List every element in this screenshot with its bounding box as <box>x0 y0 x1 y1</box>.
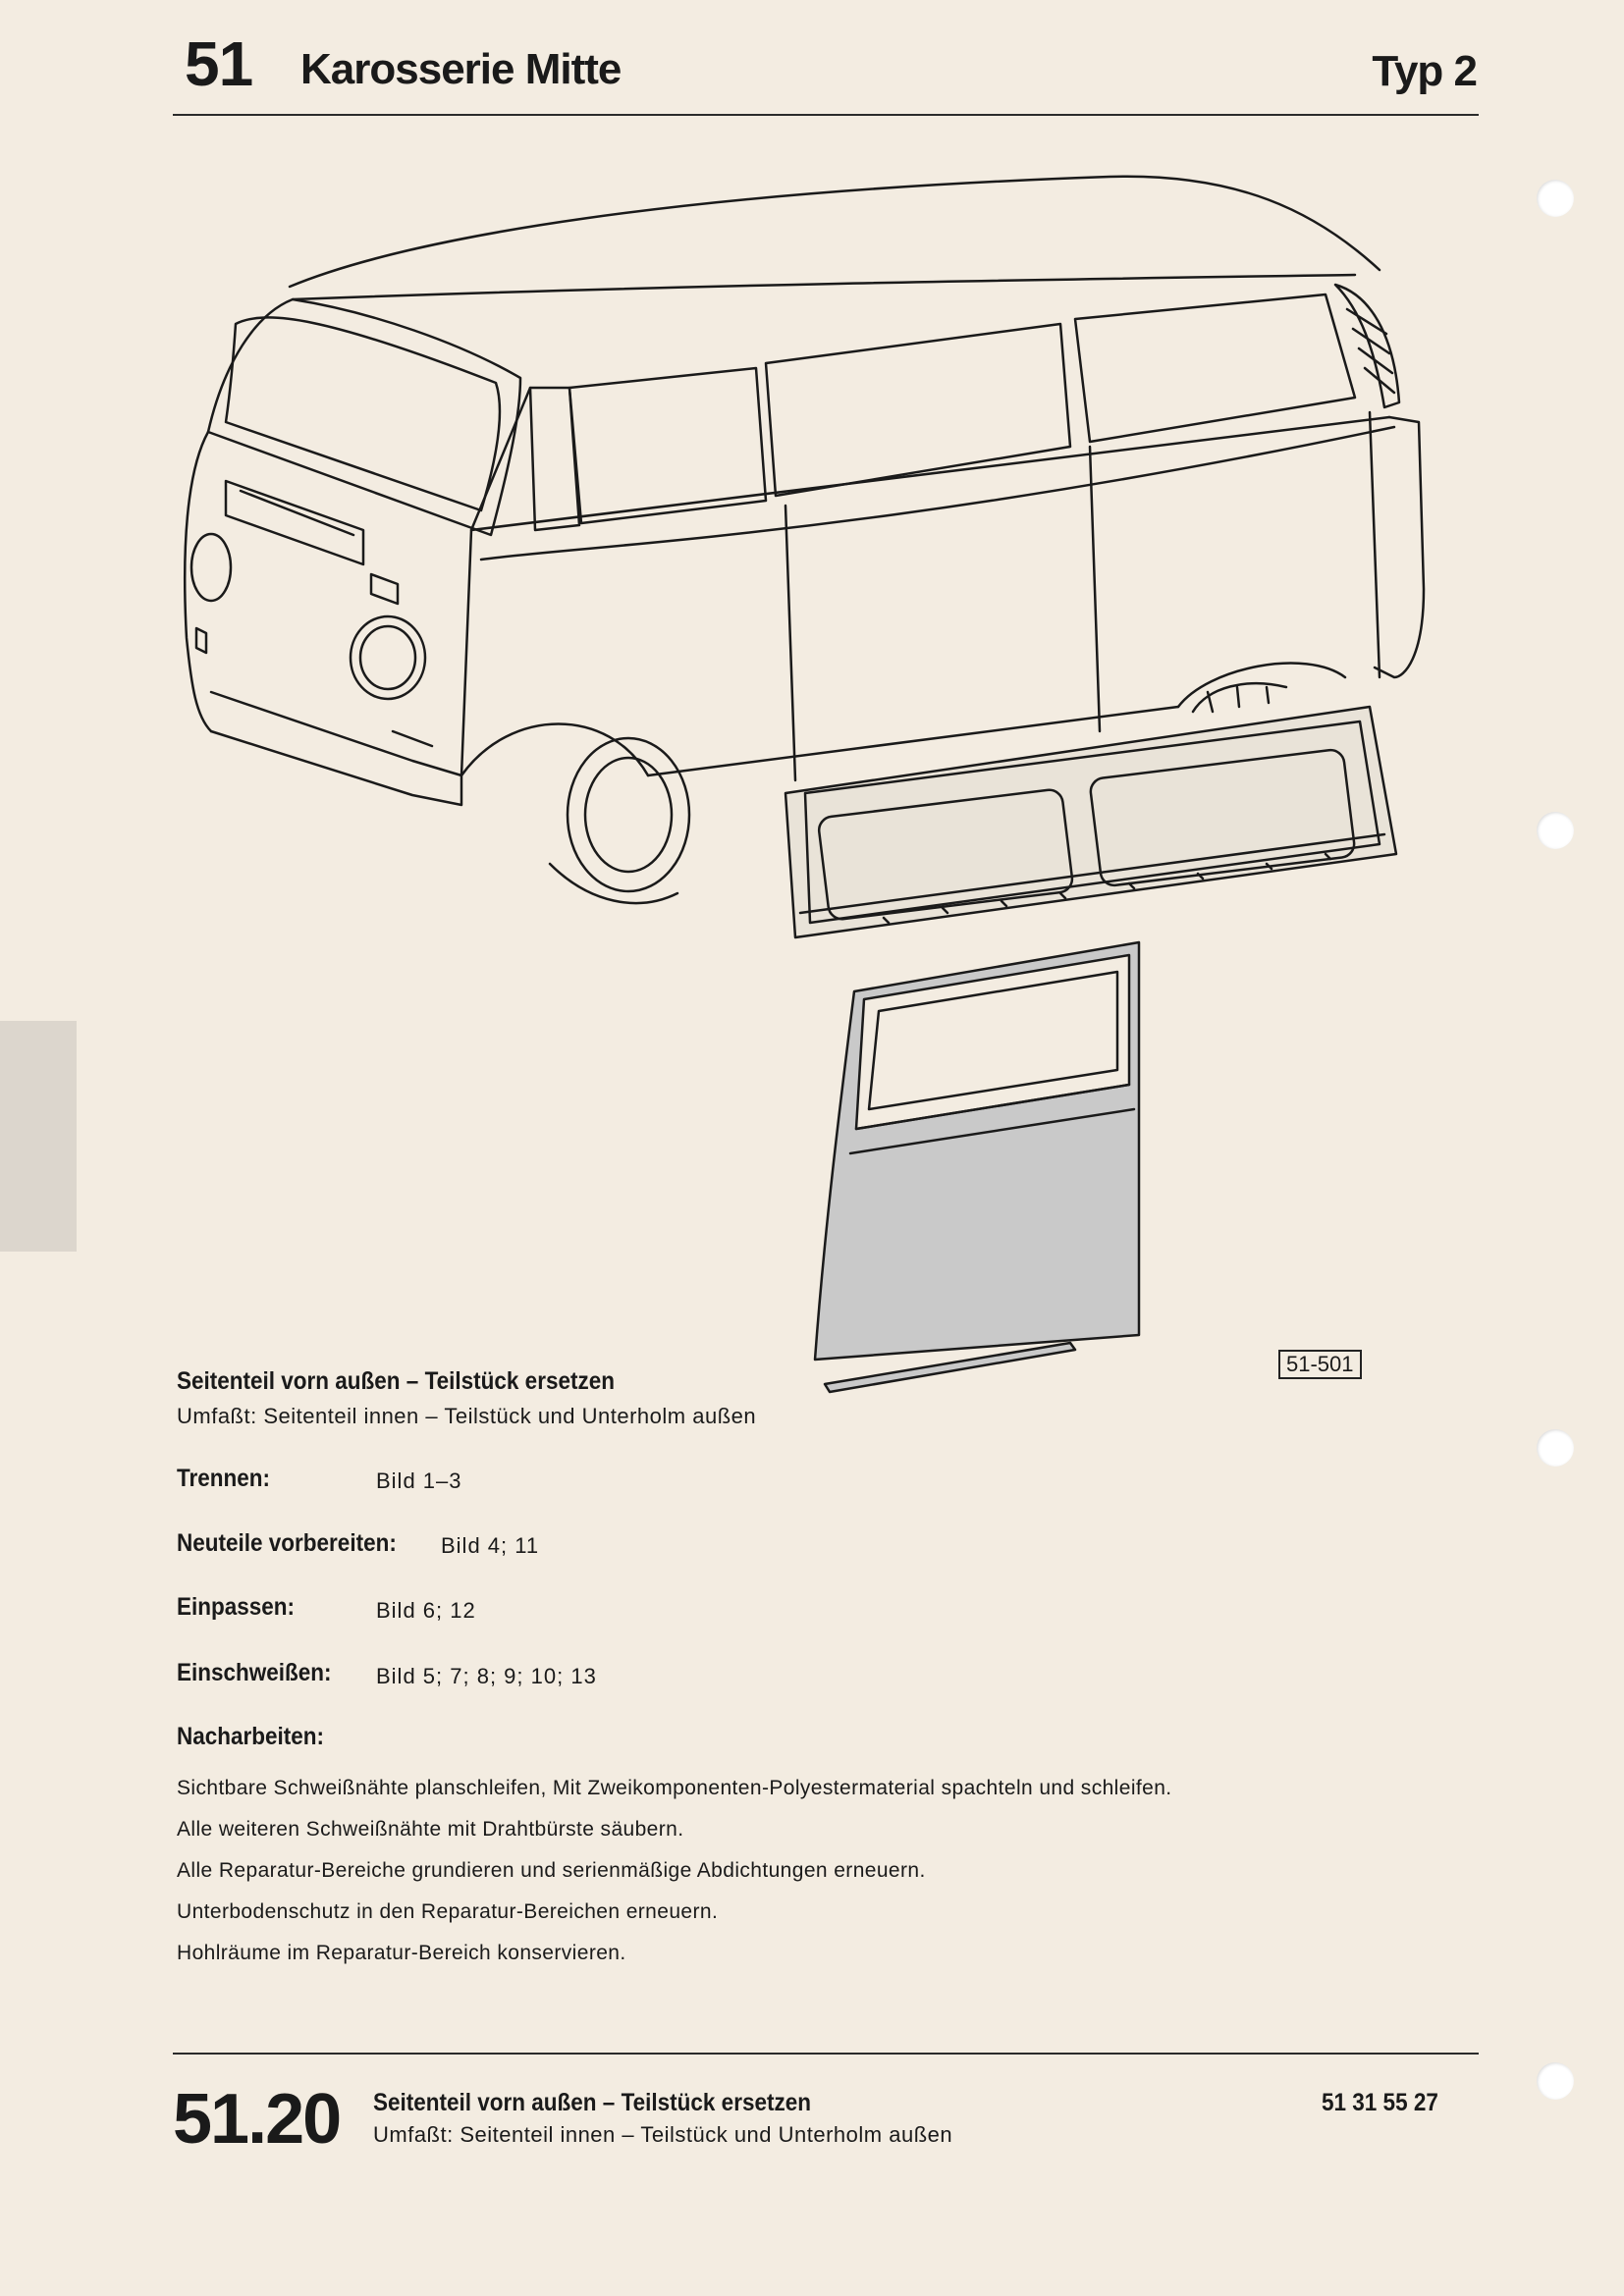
vehicle-type: Typ 2 <box>1372 47 1477 95</box>
binder-hole <box>1537 2062 1574 2100</box>
chapter-number: 51 <box>185 28 253 99</box>
binder-hole <box>1537 180 1574 217</box>
nacharbeiten-step: Alle weiteren Schweißnähte mit Drahtbürste säubern. <box>177 1818 684 1841</box>
bus-side-panel-illustration <box>173 157 1449 1423</box>
page-number: 51.20 <box>173 2080 341 2159</box>
spec-value-trennen: Bild 1–3 <box>376 1468 462 1493</box>
footer-subtitle: Umfaßt: Seitenteil innen – Teilstück und Unterholm außen <box>373 2122 953 2147</box>
footer-rule <box>173 2053 1479 2055</box>
outer-side-panel <box>815 942 1139 1360</box>
spec-label-einschweissen: Einschweißen: <box>177 1659 332 1686</box>
page-edge-tab <box>0 1021 77 1252</box>
spec-value-einpassen: Bild 6; 12 <box>376 1598 476 1623</box>
inner-window-panel <box>785 707 1396 937</box>
nacharbeiten-step: Alle Reparatur-Bereiche grundieren und serienmäßige Abdichtungen erneuern. <box>177 1859 926 1882</box>
nacharbeiten-step: Sichtbare Schweißnähte planschleifen, Mit Zweikomponenten-Polyestermaterial spachteln und schleifen. <box>177 1777 1172 1799</box>
figure-id-label: 51-501 <box>1278 1350 1362 1379</box>
chapter-title: Karosserie Mitte <box>300 45 622 93</box>
nacharbeiten-step: Hohlräume im Reparatur-Bereich konservieren. <box>177 1942 626 1964</box>
spec-label-einpassen: Einpassen: <box>177 1593 296 1621</box>
footer-title: Seitenteil vorn außen – Teilstück ersetzen <box>373 2089 811 2116</box>
binder-hole <box>1537 812 1574 849</box>
spec-label-neuteile: Neuteile vorbereiten: <box>177 1529 397 1557</box>
spec-value-neuteile: Bild 4; 11 <box>441 1533 540 1558</box>
spec-label-trennen: Trennen: <box>177 1465 271 1492</box>
nacharbeiten-step: Unterbodenschutz in den Reparatur-Bereichen erneuern. <box>177 1900 719 1923</box>
footer-code: 51 31 55 27 <box>1322 2089 1438 2116</box>
section-title: Seitenteil vorn außen – Teilstück ersetzen <box>177 1367 615 1395</box>
spec-value-einschweissen: Bild 5; 7; 8; 9; 10; 13 <box>376 1664 597 1688</box>
binder-hole <box>1537 1429 1574 1467</box>
section-subtitle: Umfaßt: Seitenteil innen – Teilstück und Unterholm außen <box>177 1404 757 1428</box>
header-rule <box>173 114 1479 116</box>
nacharbeiten-label: Nacharbeiten: <box>177 1723 325 1750</box>
